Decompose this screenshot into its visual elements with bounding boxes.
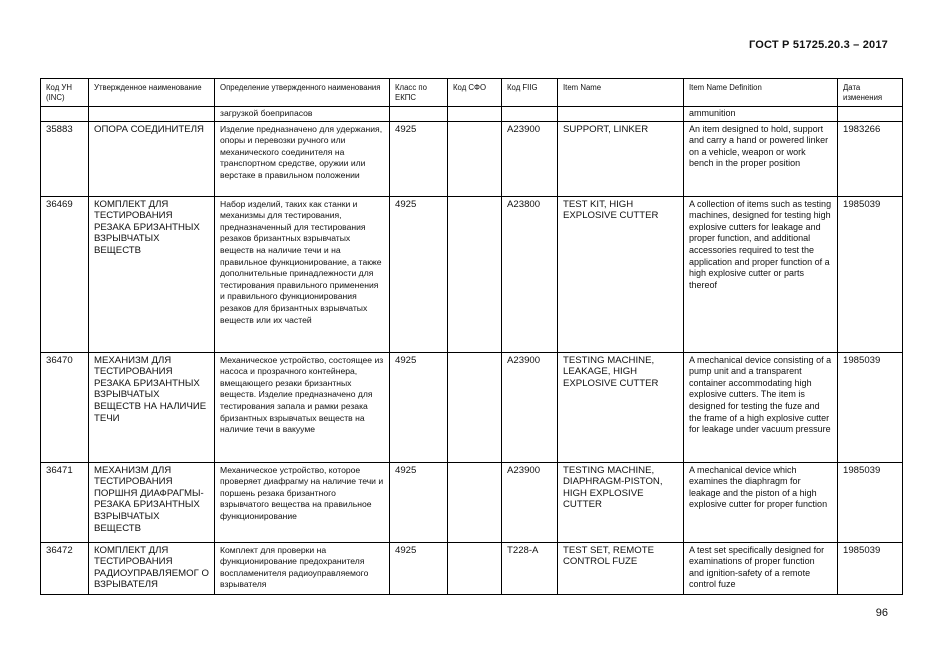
col-header-item-name-definition: Item Name Definition xyxy=(684,79,838,107)
ekps-cell: 4925 xyxy=(390,352,448,462)
definition-cell: Механическое устройство, состоящее из насоса и прозрачного контейнера, вмещающего резаки бризантных веществ. Изделие предназначено для тестирования запала и рамки резака бризантных взрывчатых веществ на наличие течи в вакууме xyxy=(215,352,390,462)
sfo-cell xyxy=(448,542,502,594)
fiig-cell: A23900 xyxy=(502,462,558,542)
date-cell: 1983266 xyxy=(838,121,903,196)
item-name-cell: TEST SET, REMOTE CONTROL FUZE xyxy=(558,542,684,594)
definition-cell: Набор изделий, таких как станки и механизмы для тестирования, предназначенный для тестирования резаков бризантных взрывчатых веществ на наличие течи и на правильное функционирование, а также дополнительные принадлежности для тестирования правильного применения и правильного функционирования резаков для бризантных взрывчатых веществ или их частей xyxy=(215,196,390,352)
ekps-cell: 4925 xyxy=(390,196,448,352)
name-cell: ОПОРА СОЕДИНИТЕЛЯ xyxy=(89,121,215,196)
inc-cell: 36472 xyxy=(41,542,89,594)
sfo-cell xyxy=(448,462,502,542)
fiig-cell: A23900 xyxy=(502,352,558,462)
col-header-ekps: Класс по ЕКПС xyxy=(390,79,448,107)
table-row xyxy=(41,462,903,542)
col-header-name: Утвержденное наименование xyxy=(89,79,215,107)
table-row xyxy=(41,542,903,594)
definition-cell: Комплект для проверки на функционирование предохранителя воспламенителя радиоуправляемого взрывателя xyxy=(215,542,390,594)
ekps-cell: 4925 xyxy=(390,121,448,196)
item-name-definition-cell: A collection of items such as testing machines, designed for testing high explosive cutters for leakage and proper function, and additional accessories required to test the application and proper function of a high explosive cutter or parts thereof xyxy=(684,196,838,352)
date-cell: 1985039 xyxy=(838,196,903,352)
item-name-cell: SUPPORT, LINKER xyxy=(558,121,684,196)
item-name-definition-cell: A mechanical device consisting of a pump unit and a transparent container accommodating high explosive cutters. The item is designed for testing the fuze and the frame of a high explosive cutter for leakage under vacuum pressure xyxy=(684,352,838,462)
item-name-definition-cell: An item designed to hold, support and carry a hand or powered linker on a vehicle, weapon or work bench in the proper position xyxy=(684,121,838,196)
name-cell: МЕХАНИЗМ ДЛЯ ТЕСТИРОВАНИЯ ПОРШНЯ ДИАФРАГМЫ-РЕЗАКА БРИЗАНТНЫХ ВЗРЫВЧАТЫХ ВЕЩЕСТВ xyxy=(89,462,215,542)
col-header-sfo: Код СФО xyxy=(448,79,502,107)
item-name-definition-cell: A test set specifically designed for examinations of proper function and ignition-safety of a remote control fuze xyxy=(684,542,838,594)
sfo-cell xyxy=(448,121,502,196)
date-cell: 1985039 xyxy=(838,462,903,542)
date-cell: 1985039 xyxy=(838,352,903,462)
item-name-cell: TESTING MACHINE, LEAKAGE, HIGH EXPLOSIVE CUTTER xyxy=(558,352,684,462)
continuation-item-name-definition: ammunition xyxy=(684,107,838,122)
date-cell: 1985039 xyxy=(838,542,903,594)
inc-cell: 36470 xyxy=(41,352,89,462)
name-cell: МЕХАНИЗМ ДЛЯ ТЕСТИРОВАНИЯ РЕЗАКА БРИЗАНТНЫХ ВЗРЫВЧАТЫХ ВЕЩЕСТВ НА НАЛИЧИЕ ТЕЧИ xyxy=(89,352,215,462)
ekps-cell: 4925 xyxy=(390,542,448,594)
item-name-cell: TEST KIT, HIGH EXPLOSIVE CUTTER xyxy=(558,196,684,352)
continuation-row xyxy=(41,107,903,122)
col-header-definition: Определение утвержденного наименования xyxy=(215,79,390,107)
definition-cell: Изделие предназначено для удержания, опоры и перевозки ручного или механического соединителя на транспортном средстве, оружии или верстаке в правильном положении xyxy=(215,121,390,196)
registry-table xyxy=(40,78,903,595)
inc-cell: 36469 xyxy=(41,196,89,352)
fiig-cell: T228-A xyxy=(502,542,558,594)
item-name-cell: TESTING MACHINE, DIAPHRAGM-PISTON, HIGH EXPLOSIVE CUTTER xyxy=(558,462,684,542)
page-number: 96 xyxy=(875,607,888,619)
item-name-definition-cell: A mechanical device which examines the diaphragm for leakage and the piston of a high explosive cutter for proper function xyxy=(684,462,838,542)
table-header xyxy=(41,79,903,107)
col-header-item-name: Item Name xyxy=(558,79,684,107)
col-header-fiig: Код FIIG xyxy=(502,79,558,107)
table-row xyxy=(41,352,903,462)
continuation-definition: загрузкой боеприпасов xyxy=(215,107,390,122)
table-row xyxy=(41,196,903,352)
col-header-inc: Код УН (INC) xyxy=(41,79,89,107)
document-code: ГОСТ Р 51725.20.3 – 2017 xyxy=(748,39,888,51)
inc-cell: 36471 xyxy=(41,462,89,542)
ekps-cell: 4925 xyxy=(390,462,448,542)
fiig-cell: A23900 xyxy=(502,121,558,196)
name-cell: КОМПЛЕКТ ДЛЯ ТЕСТИРОВАНИЯ РАДИОУПРАВЛЯЕМОГ О ВЗРЫВАТЕЛЯ xyxy=(89,542,215,594)
name-cell: КОМПЛЕКТ ДЛЯ ТЕСТИРОВАНИЯ РЕЗАКА БРИЗАНТНЫХ ВЗРЫВЧАТЫХ ВЕЩЕСТВ xyxy=(89,196,215,352)
inc-cell: 35883 xyxy=(41,121,89,196)
definition-cell: Механическое устройство, которое проверяет диафрагму на наличие течи и поршень резака бризантного взрывчатого вещества на правильное функционирование xyxy=(215,462,390,542)
fiig-cell: A23800 xyxy=(502,196,558,352)
col-header-date: Дата изменения xyxy=(838,79,903,107)
table-row xyxy=(41,121,903,196)
sfo-cell xyxy=(448,196,502,352)
sfo-cell xyxy=(448,352,502,462)
